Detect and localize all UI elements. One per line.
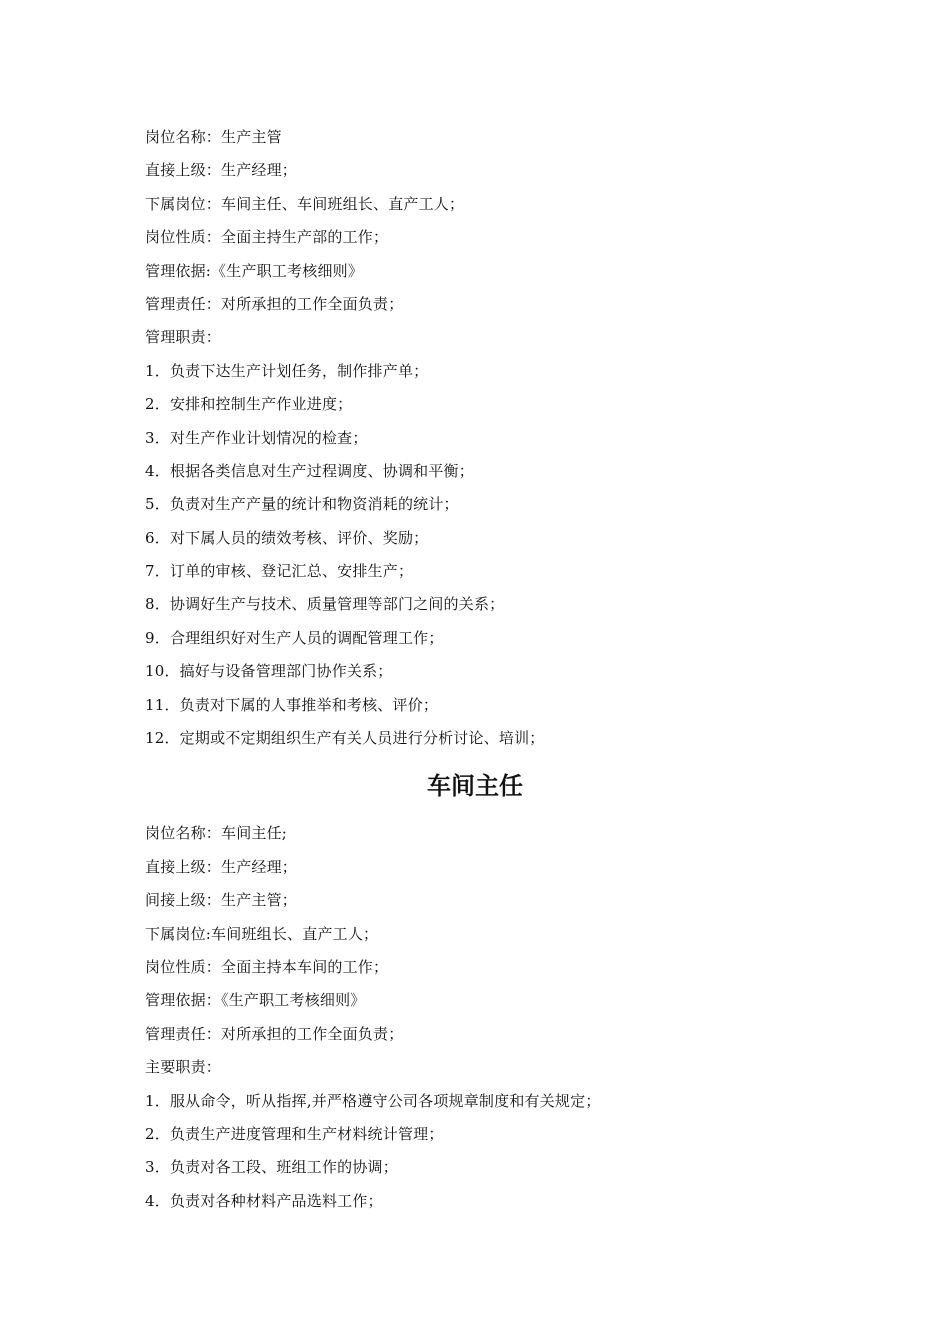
text-line: 岗位性质：全面主持本车间的工作； [145, 957, 389, 976]
duty-item: 3．负责对各工段、班组工作的协调； [145, 1158, 398, 1177]
duty-item: 1．服从命令，听从指挥,并严格遵守公司各项规章制度和有关规定； [145, 1091, 601, 1110]
text-line: 岗位名称：生产主管 [145, 128, 282, 146]
section-workshop-director [145, 817, 805, 1218]
text-line: 管理依据:《生产职工考核细则》 [145, 261, 364, 280]
duty-item: 2．安排和控制生产作业进度； [145, 395, 353, 414]
text-line: 间接上级：生产主管； [145, 891, 298, 910]
text-line: 管理责任：对所承担的工作全面负责； [145, 1024, 404, 1043]
text-line: 岗位性质：全面主持生产部的工作； [145, 228, 389, 247]
section-heading: 车间主任 [427, 772, 523, 801]
text-line: 岗位名称：车间主任; [145, 824, 288, 843]
section-production-supervisor [145, 121, 805, 755]
duty-item: 5．负责对生产产量的统计和物资消耗的统计； [145, 495, 459, 514]
duty-item: 3．对生产作业计划情况的检查； [145, 428, 368, 447]
duty-item: 6．对下属人员的绩效考核、评价、奖励； [145, 528, 429, 547]
text-line: 主要职责： [145, 1058, 222, 1077]
text-line: 管理职责： [145, 328, 222, 347]
duty-item: 9．合理组织好对生产人员的调配管理工作； [145, 628, 444, 647]
text-line: 管理依据：《生产职工考核细则》 [145, 991, 366, 1010]
text-line: 直接上级：生产经理； [145, 161, 298, 180]
duty-item: 11．负责对下属的人事推举和考核、评价； [145, 695, 439, 714]
duty-item: 4．根据各类信息对生产过程调度、协调和平衡； [145, 461, 474, 480]
duty-item: 4．负责对各种材料产品选料工作； [145, 1191, 383, 1210]
duty-item: 8．协调好生产与技术、质量管理等部门之间的关系； [145, 595, 505, 614]
duty-item: 10．搞好与设备管理部门协作关系； [145, 662, 393, 681]
duty-item: 7．订单的审核、登记汇总、安排生产； [145, 562, 414, 581]
duty-item: 1．负责下达生产计划任务，制作排产单； [145, 361, 429, 380]
document-body [145, 121, 805, 1218]
duty-item: 12．定期或不定期组织生产有关人员进行分析讨论、培训； [145, 729, 545, 748]
text-line: 管理责任：对所承担的工作全面负责； [145, 294, 404, 313]
text-line: 下属岗位:车间班组长、直产工人； [145, 924, 379, 943]
text-line: 直接上级：生产经理； [145, 857, 298, 876]
text-line: 下属岗位：车间主任、车间班组长、直产工人； [145, 194, 465, 213]
duty-item: 2．负责生产进度管理和生产材料统计管理； [145, 1124, 444, 1143]
